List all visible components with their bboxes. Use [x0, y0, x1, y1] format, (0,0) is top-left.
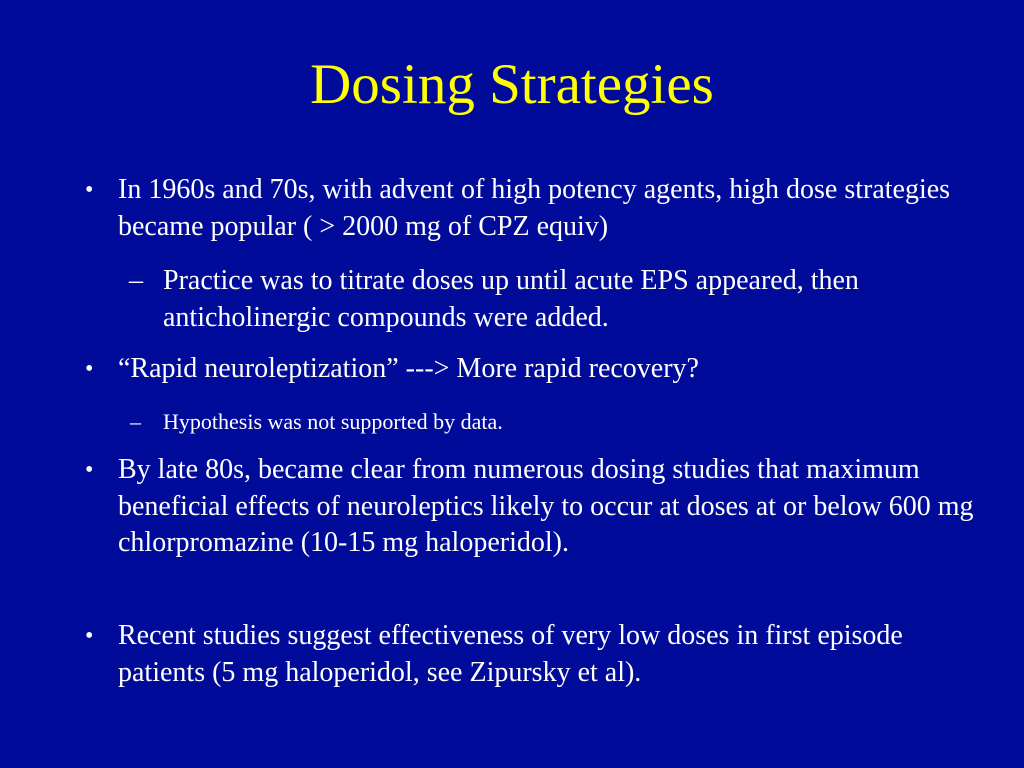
slide-title: Dosing Strategies [310, 53, 714, 116]
bullet-item [85, 618, 978, 691]
bullet-item [85, 172, 978, 245]
bullet-text: In 1960s and 70s, with advent of high potency agents, high dose strategies became popular ( > 2000 mg of CPZ equiv) [118, 174, 951, 242]
bullet-marker: • [85, 356, 94, 382]
dash-marker: – [129, 265, 143, 296]
dash-marker: – [130, 409, 141, 434]
bullet-marker: • [85, 623, 94, 649]
sub-bullet-text: Practice was to titrate doses up until acute EPS appeared, then anticholinergic compounds were added. [163, 265, 859, 333]
sub-bullet-item [129, 263, 973, 336]
sub-bullet-text: Hypothesis was not supported by data. [163, 409, 503, 434]
sub-bullet-item [130, 407, 973, 437]
bullet-item [85, 351, 978, 388]
bullet-text: Recent studies suggest effectiveness of very low doses in first episode patients (5 mg haloperidol, see Zipursky et al). [118, 620, 903, 688]
bullet-text: By late 80s, became clear from numerous dosing studies that maximum beneficial effects of neuroleptics likely to occur at doses at or below 600 mg chlorpromazine (10-15 mg haloperidol). [118, 454, 974, 558]
bullet-text: “Rapid neuroleptization” ---> More rapid recovery? [118, 353, 699, 384]
bullet-marker: • [85, 457, 94, 483]
bullet-item [85, 452, 978, 562]
bullet-marker: • [85, 177, 94, 203]
